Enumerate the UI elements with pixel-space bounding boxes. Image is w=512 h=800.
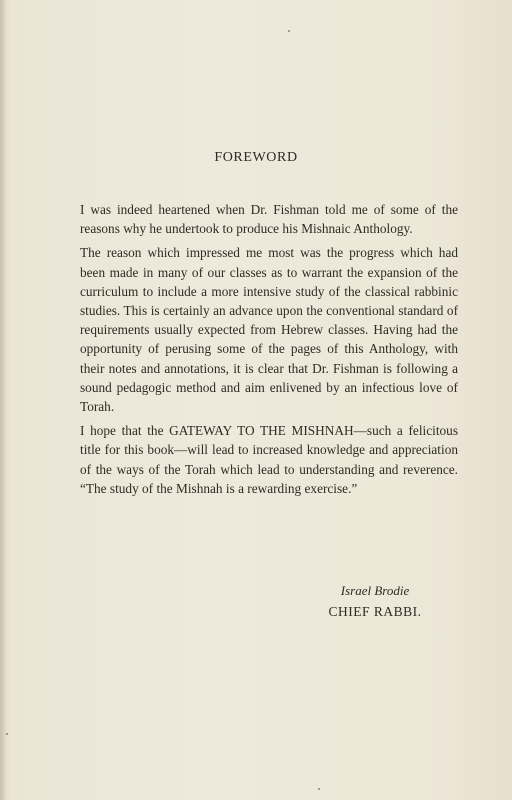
signature-title: CHIEF RABBI. <box>328 604 422 619</box>
paragraph-1: I was indeed heartened when Dr. Fishman told me of some of the reasons why he undertook to produce his Mishnaic Anthology. <box>80 202 458 237</box>
paragraph-3: I hope that the GATEWAY TO THE MISHNAH—such a felicitous title for this book—will lead to increased knowledge and appreciation of the ways of the Torah which lead to understanding and reverence. “The study of the Mishnah is a rewarding exercise.” <box>80 423 458 496</box>
paper-speck <box>288 30 290 32</box>
paper-speck <box>318 788 320 790</box>
paragraph-2: The reason which impressed me most was the progress which had been made in many of our classes as to warrant the expansion of the curriculum to include a more intensive study of the classical rabbinic studies. This is certainly an advance upon the conventional standard of requirements usually expected from Hebrew classes. Having had the opportunity of perusing some of the pages of this Anthology, with their notes and annotations, it is clear that Dr. Fishman is following a sound pedagogic method and aim enlivened by an infectious love of Torah. <box>80 245 458 415</box>
page-binding-shadow <box>0 0 6 800</box>
page-heading: FOREWORD <box>214 150 298 165</box>
paper-speck <box>6 733 8 735</box>
signature-name: Israel Brodie <box>340 583 410 598</box>
foreword-body <box>80 200 458 503</box>
